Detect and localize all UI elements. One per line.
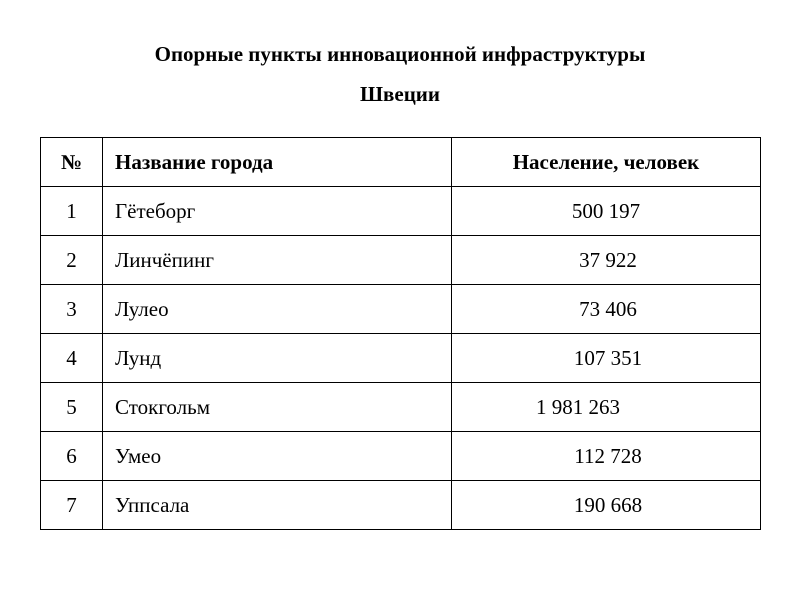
row-population-cell bbox=[452, 334, 761, 383]
row-city: Лунд bbox=[103, 334, 452, 383]
row-city: Уппсала bbox=[103, 481, 452, 530]
row-population-cell bbox=[452, 285, 761, 334]
row-population: 1 981 263 bbox=[536, 394, 620, 419]
row-population-cell bbox=[452, 432, 761, 481]
table-row bbox=[41, 187, 761, 236]
table-row bbox=[41, 236, 761, 285]
row-city: Гётеборг bbox=[103, 187, 452, 236]
table-row bbox=[41, 432, 761, 481]
row-population: 190 668 bbox=[573, 492, 643, 517]
row-population-cell bbox=[452, 383, 761, 432]
row-city: Умео bbox=[103, 432, 452, 481]
row-population: 73 406 bbox=[579, 296, 637, 321]
row-number: 5 bbox=[41, 383, 103, 432]
row-population-cell bbox=[452, 481, 761, 530]
row-city: Линчёпинг bbox=[103, 236, 452, 285]
row-number: 3 bbox=[41, 285, 103, 334]
row-number: 2 bbox=[41, 236, 103, 285]
table-row bbox=[41, 285, 761, 334]
row-population: 112 728 bbox=[574, 443, 642, 468]
row-population: 500 197 bbox=[571, 198, 641, 223]
row-number: 4 bbox=[41, 334, 103, 383]
header-population: Население, человек bbox=[452, 138, 761, 187]
row-population-cell bbox=[452, 236, 761, 285]
row-population: 37 922 bbox=[579, 247, 637, 272]
cities-table bbox=[40, 137, 761, 530]
title-line-2: Швеции bbox=[359, 82, 441, 106]
table-row bbox=[41, 383, 761, 432]
row-population: 107 351 bbox=[573, 345, 643, 370]
header-city: Название города bbox=[103, 138, 452, 187]
row-city: Лулео bbox=[103, 285, 452, 334]
row-city: Стокгольм bbox=[103, 383, 452, 432]
header-number: № bbox=[41, 138, 103, 187]
row-number: 7 bbox=[41, 481, 103, 530]
title-line-1: Опорные пункты инновационной инфраструктуры bbox=[154, 42, 646, 66]
page-title bbox=[0, 34, 800, 114]
table-header-row bbox=[41, 138, 761, 187]
table-row bbox=[41, 334, 761, 383]
row-number: 6 bbox=[41, 432, 103, 481]
table-row bbox=[41, 481, 761, 530]
row-population-cell bbox=[452, 187, 761, 236]
row-number: 1 bbox=[41, 187, 103, 236]
